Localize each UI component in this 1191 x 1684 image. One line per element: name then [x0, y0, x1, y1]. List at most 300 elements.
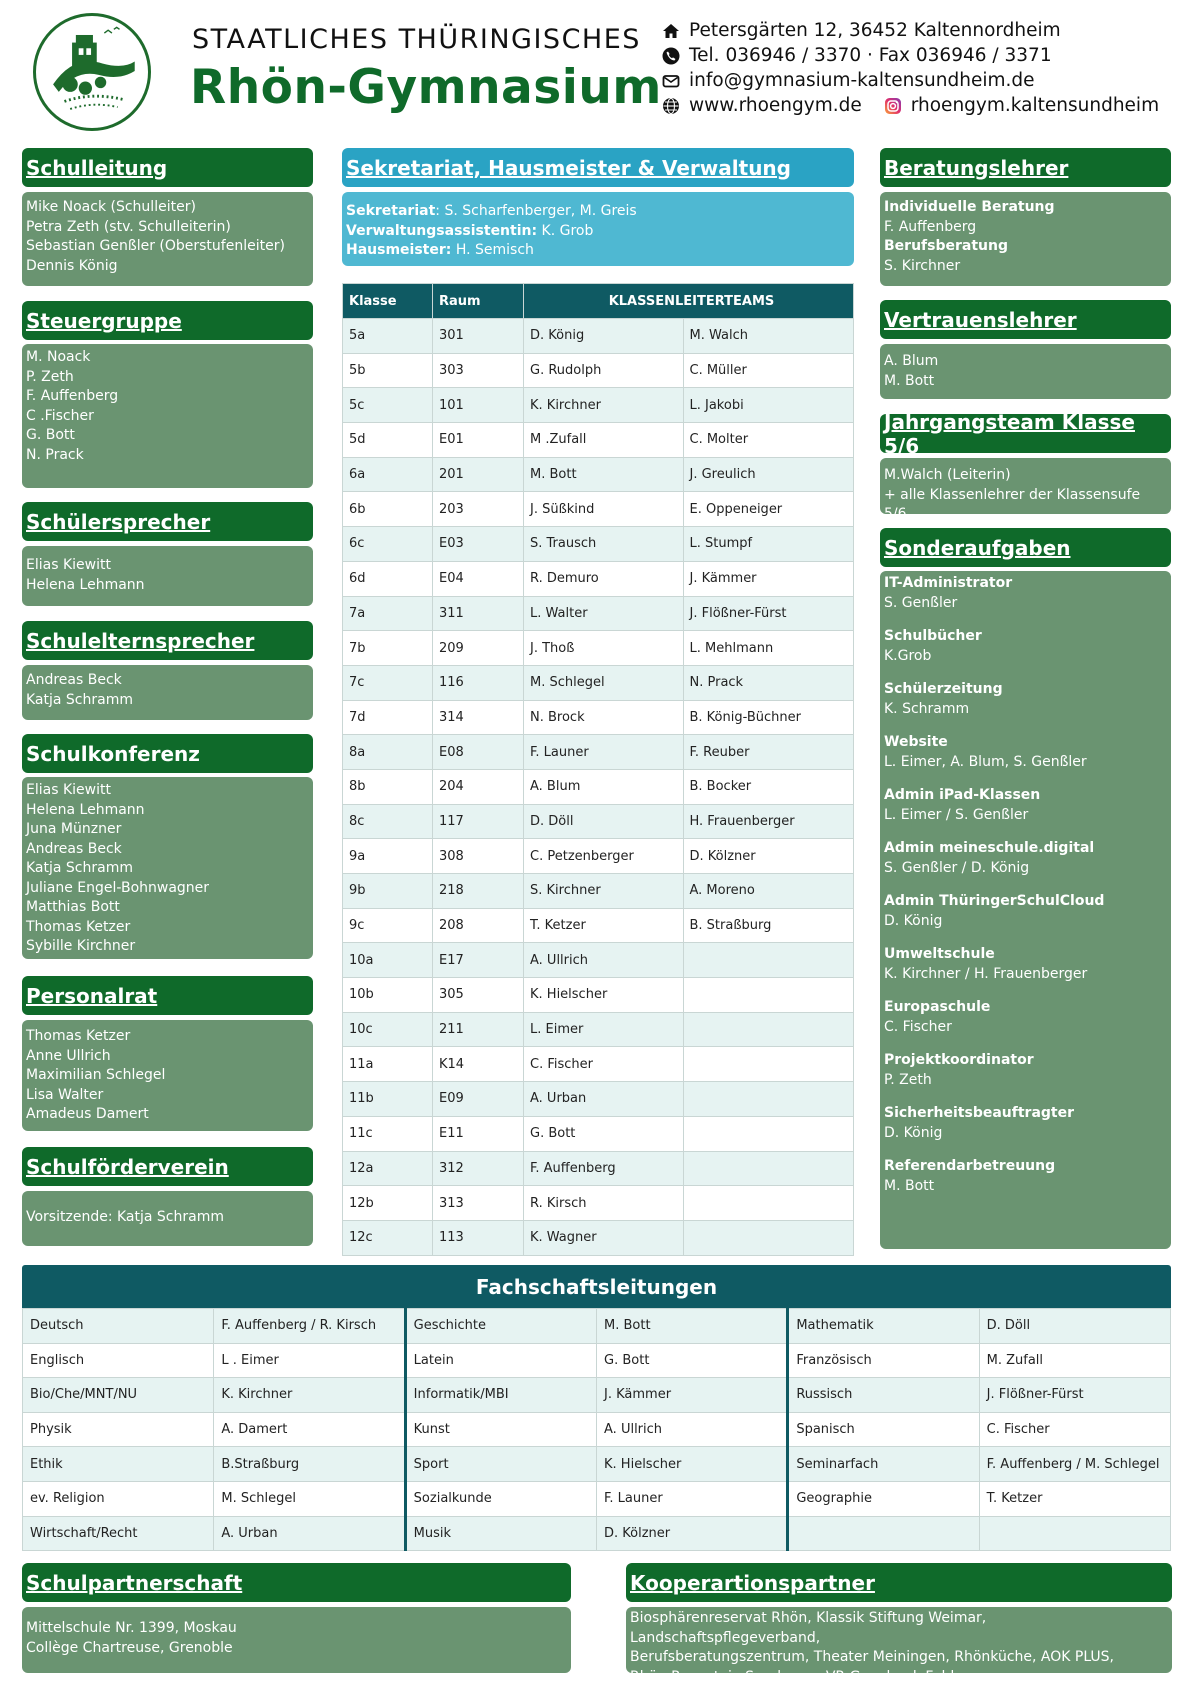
raum-cell: 311: [433, 596, 524, 631]
fachschaften-table-row: [23, 1481, 1171, 1516]
klassen-table-row: [343, 804, 854, 839]
fach-cell: Deutsch: [23, 1309, 214, 1344]
klassen-table-row: [343, 1220, 854, 1255]
col-header-raum: Raum: [433, 284, 524, 319]
sonderaufgabe-value: K. Kirchner / H. Frauenberger: [884, 965, 1088, 982]
sonderaufgabe-value: K. Schramm: [884, 700, 970, 717]
sonderaufgabe-item: [884, 998, 1167, 1037]
klassenleiter-cell: J. Greulich: [683, 457, 854, 492]
school-title-line1: STAATLICHES THÜRINGISCHES: [192, 24, 641, 55]
raum-cell: 113: [433, 1220, 524, 1255]
jahrgangsteam-line: M.Walch (Leiterin): [884, 467, 1011, 483]
sonderaufgabe-label: Umweltschule: [884, 946, 995, 962]
raum-cell: 218: [433, 874, 524, 909]
kooperation-line: Rhön-Rennsteig Sparkasse, VR Genobank Fulda: [630, 1668, 963, 1684]
schulkonferenz-line: Katja Schramm: [26, 860, 133, 876]
fach-cell: Sport: [405, 1447, 596, 1482]
hausmeister-row: Hausmeister: H. Semisch: [346, 242, 534, 258]
email-link[interactable]: info@gymnasium-kaltensundheim.de: [689, 70, 1035, 91]
partnerschaft-line: Collège Chartreuse, Grenoble: [26, 1639, 233, 1656]
steuergruppe-body: [22, 344, 313, 488]
klassenleiter-cell: B. Bocker: [683, 769, 854, 804]
klasse-cell: 7b: [343, 631, 433, 666]
sonderaufgabe-item: [884, 733, 1167, 772]
klassenleiter-cell: [683, 1151, 854, 1186]
fach-cell: Sozialkunde: [405, 1481, 596, 1516]
fachleiter-cell: A. Ullrich: [597, 1412, 788, 1447]
fachleiter-cell: D. Kölzner: [597, 1516, 788, 1551]
fach-cell: Geschichte: [405, 1309, 596, 1344]
foerderverein-text: Vorsitzende: Katja Schramm: [26, 1209, 224, 1225]
fach-cell: Kunst: [405, 1412, 596, 1447]
klassenleiter-cell: S. Trausch: [524, 527, 684, 562]
klassenleiter-cell: D. König: [524, 319, 684, 354]
phone-text: Tel. 036946 / 3370 · Fax 036946 / 3371: [689, 45, 1052, 66]
klassen-table-row: [343, 735, 854, 770]
fachschaften-table-body: [23, 1309, 1171, 1551]
school-title-line2: Rhön-Gymnasium: [190, 60, 662, 115]
klassen-table-row: [343, 1047, 854, 1082]
sonderaufgabe-label: Website: [884, 734, 948, 750]
personalrat-line: Anne Ullrich: [26, 1047, 111, 1064]
fach-cell: Seminarfach: [788, 1447, 979, 1482]
klassenleiter-cell: C. Müller: [683, 353, 854, 388]
klassen-table-row: [343, 388, 854, 423]
klassen-table: [342, 283, 854, 1256]
klasse-cell: 6b: [343, 492, 433, 527]
personalrat-line: Lisa Walter: [26, 1086, 104, 1103]
klassenleiter-cell: J. Thoß: [524, 631, 684, 666]
fachschaften-table: [22, 1308, 1171, 1551]
fachleiter-cell: A. Damert: [214, 1412, 405, 1447]
foerderverein-body: [22, 1191, 313, 1246]
sonderaufgabe-item: [884, 839, 1167, 878]
col-header-klassenleiterteams: KLASSENLEITERTEAMS: [524, 284, 854, 319]
klasse-cell: 9c: [343, 908, 433, 943]
klasse-cell: 12b: [343, 1186, 433, 1221]
klassen-table-row: [343, 423, 854, 458]
schuelersprecher-line: Elias Kiewitt: [26, 557, 111, 573]
fachleiter-cell: [979, 1516, 1170, 1551]
klassenleiter-cell: R. Kirsch: [524, 1186, 684, 1221]
beratungslehrer-header[interactable]: Beratungslehrer: [880, 148, 1171, 187]
kooperation-header[interactable]: Kooperartionspartner: [626, 1563, 1172, 1602]
sonderaufgabe-value: S. Genßler / D. König: [884, 859, 1030, 876]
klassen-table-row: [343, 700, 854, 735]
klassenleiter-cell: A. Ullrich: [524, 943, 684, 978]
fach-cell: Französisch: [788, 1343, 979, 1378]
sonderaufgabe-label: Admin meineschule.digital: [884, 840, 1095, 856]
sonderaufgaben-header[interactable]: Sonderaufgaben: [880, 528, 1171, 567]
instagram-icon: [884, 97, 902, 115]
fach-cell: Spanisch: [788, 1412, 979, 1447]
vertrauenslehrer-line: A. Blum: [884, 353, 939, 369]
email-icon: [662, 72, 680, 90]
sekretariat-row: Sekretariat: S. Scharfenberger, M. Greis: [346, 203, 637, 219]
raum-cell: E09: [433, 1082, 524, 1117]
raum-cell: E08: [433, 735, 524, 770]
klassen-table-row: [343, 665, 854, 700]
klassen-table-row: [343, 978, 854, 1013]
raum-cell: 211: [433, 1012, 524, 1047]
beratung-label: Individuelle Beratung: [884, 199, 1055, 215]
klassenleiter-cell: C. Petzenberger: [524, 839, 684, 874]
address-text: Petersgärten 12, 36452 Kaltennordheim: [689, 20, 1061, 41]
klassen-table-row: [343, 874, 854, 909]
klassen-table-body: [343, 319, 854, 1256]
sonderaufgabe-label: Admin iPad-Klassen: [884, 787, 1041, 803]
fach-cell: Physik: [23, 1412, 214, 1447]
sonderaufgabe-label: Schulbücher: [884, 628, 982, 644]
fachleiter-cell: G. Bott: [597, 1343, 788, 1378]
schulkonferenz-line: Helena Lehmann: [26, 801, 145, 818]
klassenleiter-cell: L. Mehlmann: [683, 631, 854, 666]
contact-block: [662, 18, 1159, 118]
klasse-cell: 6a: [343, 457, 433, 492]
raum-cell: E03: [433, 527, 524, 562]
klassenleiter-cell: H. Frauenberger: [683, 804, 854, 839]
schulkonferenz-line: Elias Kiewitt: [26, 782, 111, 798]
raum-cell: 301: [433, 319, 524, 354]
sonderaufgabe-label: Sicherheitsbeauftragter: [884, 1105, 1075, 1121]
klassenleiter-cell: K. Wagner: [524, 1220, 684, 1255]
schulleitung-body: [22, 192, 313, 286]
raum-cell: 201: [433, 457, 524, 492]
klasse-cell: 12a: [343, 1151, 433, 1186]
raum-cell: 314: [433, 700, 524, 735]
fach-cell: Wirtschaft/Recht: [23, 1516, 214, 1551]
sonderaufgabe-label: Admin ThüringerSchulCloud: [884, 893, 1105, 909]
fachleiter-cell: K. Hielscher: [597, 1447, 788, 1482]
fach-cell: Russisch: [788, 1378, 979, 1413]
raum-cell: E01: [433, 423, 524, 458]
klasse-cell: 6d: [343, 561, 433, 596]
fach-cell: [788, 1516, 979, 1551]
klassen-table-row: [343, 319, 854, 354]
col-header-klasse: Klasse: [343, 284, 433, 319]
klassen-table-header: [343, 284, 854, 319]
steuergruppe-line: P. Zeth: [26, 368, 74, 385]
sonderaufgabe-label: IT-Administrator: [884, 575, 1013, 591]
klasse-cell: 7a: [343, 596, 433, 631]
klasse-cell: 7c: [343, 665, 433, 700]
sonderaufgabe-label: Projektkoordinator: [884, 1052, 1034, 1068]
klassenleiter-cell: B. König-Büchner: [683, 700, 854, 735]
klasse-cell: 12c: [343, 1220, 433, 1255]
steuergruppe-line: G. Bott: [26, 427, 75, 443]
raum-cell: 208: [433, 908, 524, 943]
klassenleiter-cell: M. Bott: [524, 457, 684, 492]
klassenleiter-cell: [683, 1012, 854, 1047]
klassen-table-row: [343, 1186, 854, 1221]
fachleiter-cell: B.Straßburg: [214, 1447, 405, 1482]
personalrat-body: [22, 1020, 313, 1131]
sonderaufgabe-item: [884, 945, 1167, 984]
steuergruppe-header[interactable]: Steuergruppe: [22, 301, 313, 340]
sonderaufgabe-value: S. Genßler: [884, 594, 958, 611]
instagram-link[interactable]: rhoengym.kaltensundheim: [910, 95, 1160, 116]
schulkonferenz-body: [22, 777, 313, 959]
partnerschaft-line: Mittelschule Nr. 1399, Moskau: [26, 1620, 237, 1636]
raum-cell: 209: [433, 631, 524, 666]
schulelternsprecher-header[interactable]: Schulelternsprecher: [22, 621, 313, 660]
raum-cell: 308: [433, 839, 524, 874]
phone-icon: [662, 47, 680, 65]
fachleiter-cell: F. Auffenberg / M. Schlegel: [979, 1447, 1170, 1482]
klassenleiter-cell: C. Fischer: [524, 1047, 684, 1082]
vertrauenslehrer-line: M. Bott: [884, 372, 935, 389]
foerderverein-header[interactable]: Schulförderverein: [22, 1147, 313, 1186]
schulkonferenz-line: Juna Münzner: [26, 821, 122, 837]
sonderaufgabe-value: K.Grob: [884, 647, 932, 664]
schulleitung-line: Petra Zeth (stv. Schulleiterin): [26, 218, 231, 235]
schuelersprecher-line: Helena Lehmann: [26, 576, 145, 593]
sonderaufgabe-label: Schülerzeitung: [884, 681, 1003, 697]
raum-cell: 303: [433, 353, 524, 388]
raum-cell: E04: [433, 561, 524, 596]
klassen-table-row: [343, 596, 854, 631]
klasse-cell: 8a: [343, 735, 433, 770]
klassen-table-row: [343, 943, 854, 978]
klassenleiter-cell: T. Ketzer: [524, 908, 684, 943]
fachleiter-cell: F. Auffenberg / R. Kirsch: [214, 1309, 405, 1344]
beratung-label: Berufsberatung: [884, 238, 1008, 254]
sonderaufgabe-item: [884, 1104, 1167, 1143]
fach-cell: Ethik: [23, 1447, 214, 1482]
klassen-table-row: [343, 457, 854, 492]
sonderaufgabe-label: Europaschule: [884, 999, 991, 1015]
klassenleiter-cell: F. Launer: [524, 735, 684, 770]
klassen-table-row: [343, 561, 854, 596]
fachschaften-table-row: [23, 1447, 1171, 1482]
klassenleiter-cell: M .Zufall: [524, 423, 684, 458]
jahrgangsteam-header[interactable]: Jahrgangsteam Klasse 5/6: [880, 414, 1171, 453]
klassenleiter-cell: [683, 978, 854, 1013]
klasse-cell: 5c: [343, 388, 433, 423]
klassenleiter-cell: F. Reuber: [683, 735, 854, 770]
klassen-table-row: [343, 527, 854, 562]
klassenleiter-cell: D. Döll: [524, 804, 684, 839]
steuergruppe-line: N. Prack: [26, 446, 84, 463]
schulkonferenz-line: Matthias Bott: [26, 899, 120, 915]
sonderaufgabe-item: [884, 892, 1167, 931]
sekretariat-body: [342, 192, 854, 266]
klassenleiter-cell: [683, 1047, 854, 1082]
kooperation-line: Berufsberatungszentrum, Theater Meiningen, Rhönküche, AOK PLUS,: [630, 1649, 1115, 1665]
klassenleiter-cell: K. Hielscher: [524, 978, 684, 1013]
sonderaufgabe-value: C. Fischer: [884, 1018, 952, 1035]
klassenleiter-cell: E. Oppeneiger: [683, 492, 854, 527]
klassenleiter-cell: A. Urban: [524, 1082, 684, 1117]
sekretariat-header[interactable]: Sekretariat, Hausmeister & Verwaltung: [342, 148, 854, 187]
fachleiter-cell: T. Ketzer: [979, 1481, 1170, 1516]
raum-cell: 305: [433, 978, 524, 1013]
klassen-table-row: [343, 1116, 854, 1151]
personalrat-line: Maximilian Schlegel: [26, 1067, 166, 1083]
schulpartnerschaft-body: [22, 1607, 571, 1673]
klassen-table-row: [343, 1012, 854, 1047]
fach-cell: Musik: [405, 1516, 596, 1551]
klasse-cell: 5d: [343, 423, 433, 458]
klasse-cell: 11b: [343, 1082, 433, 1117]
klasse-cell: 5b: [343, 353, 433, 388]
fachleiter-cell: J. Flößner-Fürst: [979, 1378, 1170, 1413]
sonderaufgaben-body: [880, 571, 1171, 1249]
klassen-table-row: [343, 908, 854, 943]
raum-cell: 203: [433, 492, 524, 527]
jahrgangsteam-body: [880, 458, 1171, 522]
klassenleiter-cell: L. Walter: [524, 596, 684, 631]
vertrauenslehrer-header[interactable]: Vertrauenslehrer: [880, 300, 1171, 339]
raum-cell: 313: [433, 1186, 524, 1221]
schulleitung-line: Mike Noack (Schulleiter): [26, 199, 196, 215]
klassenleiter-cell: L. Eimer: [524, 1012, 684, 1047]
fachschaften-table-row: [23, 1343, 1171, 1378]
beratung-value: S. Kirchner: [884, 257, 961, 274]
sonderaufgabe-label: Referendarbetreuung: [884, 1158, 1056, 1174]
klassenleiter-cell: A. Moreno: [683, 874, 854, 909]
klassenleiter-cell: M. Walch: [683, 319, 854, 354]
schulkonferenz-header: Schulkonferenz: [22, 734, 313, 773]
beratungslehrer-body: [880, 192, 1171, 286]
fachleiter-cell: J. Kämmer: [597, 1378, 788, 1413]
sonderaufgabe-item: [884, 1157, 1167, 1196]
fachschaften-table-row: [23, 1412, 1171, 1447]
sonderaufgabe-item: [884, 627, 1167, 666]
schulkonferenz-line: Juliane Engel-Bohnwagner: [26, 879, 210, 896]
klasse-cell: 8c: [343, 804, 433, 839]
klassen-table-row: [343, 1082, 854, 1117]
schulpartnerschaft-header[interactable]: Schulpartnerschaft: [22, 1563, 571, 1602]
kooperation-line: Biosphärenreservat Rhön, Klassik Stiftung Weimar, Landschaftspflegeverband,: [630, 1610, 987, 1646]
schulelternsprecher-line: Katja Schramm: [26, 691, 133, 708]
sonderaufgabe-value: L. Eimer / S. Genßler: [884, 806, 1029, 823]
fachleiter-cell: K. Kirchner: [214, 1378, 405, 1413]
klassenleiter-cell: B. Straßburg: [683, 908, 854, 943]
klassenleiter-cell: L. Stumpf: [683, 527, 854, 562]
sonderaufgabe-item: [884, 680, 1167, 719]
schulleitung-line: Sebastian Genßler (Oberstufenleiter): [26, 238, 285, 254]
globe-icon: [662, 97, 680, 115]
fach-cell: Informatik/MBI: [405, 1378, 596, 1413]
sonderaufgabe-item: [884, 1051, 1167, 1090]
klassenleiter-cell: [683, 943, 854, 978]
fach-cell: ev. Religion: [23, 1481, 214, 1516]
klasse-cell: 9b: [343, 874, 433, 909]
fachschaften-table-row: [23, 1516, 1171, 1551]
klassenleiter-cell: J. Kämmer: [683, 561, 854, 596]
jahrgangsteam-line: + alle Klassenlehrer der Klassensufe 5/6: [884, 486, 1141, 522]
schulkonferenz-line: Sybille Kirchner: [26, 938, 136, 954]
klassenleiter-cell: D. Kölzner: [683, 839, 854, 874]
fach-cell: Englisch: [23, 1343, 214, 1378]
klasse-cell: 11c: [343, 1116, 433, 1151]
home-icon: [662, 22, 680, 40]
schulleitung-header[interactable]: Schulleitung: [22, 148, 313, 187]
fachschaften-table-row: [23, 1378, 1171, 1413]
schulkonferenz-line: Thomas Ketzer: [26, 918, 131, 935]
klasse-cell: 6c: [343, 527, 433, 562]
schuelersprecher-body: [22, 546, 313, 606]
klassenleiter-cell: J. Süßkind: [524, 492, 684, 527]
klassenleiter-cell: A. Blum: [524, 769, 684, 804]
schulelternsprecher-body: [22, 665, 313, 720]
klassenleiter-cell: S. Kirchner: [524, 874, 684, 909]
steuergruppe-line: F. Auffenberg: [26, 388, 119, 404]
klassenleiter-cell: M. Schlegel: [524, 665, 684, 700]
fachleiter-cell: F. Launer: [597, 1481, 788, 1516]
fachleiter-cell: M. Zufall: [979, 1343, 1170, 1378]
klassen-table-row: [343, 1151, 854, 1186]
fach-cell: Mathematik: [788, 1309, 979, 1344]
klassenleiter-cell: L. Jakobi: [683, 388, 854, 423]
klassenleiter-cell: [683, 1082, 854, 1117]
beratung-value: F. Auffenberg: [884, 218, 977, 235]
klasse-cell: 11a: [343, 1047, 433, 1082]
fachleiter-cell: M. Schlegel: [214, 1481, 405, 1516]
klasse-cell: 10a: [343, 943, 433, 978]
klassenleiter-cell: [683, 1116, 854, 1151]
klassen-table-row: [343, 631, 854, 666]
sonderaufgabe-value: D. König: [884, 1124, 943, 1141]
personalrat-line: Thomas Ketzer: [26, 1028, 131, 1044]
klassenleiter-cell: N. Prack: [683, 665, 854, 700]
fach-cell: Bio/Che/MNT/NU: [23, 1378, 214, 1413]
schulleitung-line: Dennis König: [26, 257, 118, 274]
klassen-table-row: [343, 492, 854, 527]
fachleiter-cell: D. Döll: [979, 1309, 1170, 1344]
klasse-cell: 10b: [343, 978, 433, 1013]
klassenleiter-cell: J. Flößner-Fürst: [683, 596, 854, 631]
klasse-cell: 10c: [343, 1012, 433, 1047]
personalrat-line: Amadeus Damert: [26, 1106, 149, 1122]
klassenleiter-cell: N. Brock: [524, 700, 684, 735]
klassen-table-row: [343, 839, 854, 874]
schuelersprecher-header[interactable]: Schülersprecher: [22, 502, 313, 541]
fach-cell: Geographie: [788, 1481, 979, 1516]
vertrauenslehrer-body: [880, 344, 1171, 399]
klassenleiter-cell: G. Bott: [524, 1116, 684, 1151]
sonderaufgabe-value: D. König: [884, 912, 943, 929]
raum-cell: 116: [433, 665, 524, 700]
raum-cell: K14: [433, 1047, 524, 1082]
klassen-table-row: [343, 353, 854, 388]
raum-cell: E17: [433, 943, 524, 978]
klassenleiter-cell: C. Molter: [683, 423, 854, 458]
raum-cell: E11: [433, 1116, 524, 1151]
fachschaften-table-row: [23, 1309, 1171, 1344]
fachleiter-cell: M. Bott: [597, 1309, 788, 1344]
fachleiter-cell: L . Eimer: [214, 1343, 405, 1378]
fachschaften-header: Fachschaftsleitungen: [22, 1265, 1171, 1308]
raum-cell: 204: [433, 769, 524, 804]
klasse-cell: 7d: [343, 700, 433, 735]
klassenleiter-cell: F. Auffenberg: [524, 1151, 684, 1186]
kooperation-body: [626, 1607, 1172, 1684]
fach-cell: Latein: [405, 1343, 596, 1378]
website-link[interactable]: www.rhoengym.de: [689, 95, 862, 116]
klasse-cell: 5a: [343, 319, 433, 354]
steuergruppe-line: M. Noack: [26, 349, 91, 365]
personalrat-header[interactable]: Personalrat: [22, 976, 313, 1015]
klassen-table-row: [343, 769, 854, 804]
klasse-cell: 9a: [343, 839, 433, 874]
fachleiter-cell: A. Urban: [214, 1516, 405, 1551]
steuergruppe-line: C .Fischer: [26, 407, 94, 424]
fachleiter-cell: C. Fischer: [979, 1412, 1170, 1447]
klassenleiter-cell: G. Rudolph: [524, 353, 684, 388]
schulelternsprecher-line: Andreas Beck: [26, 672, 122, 688]
